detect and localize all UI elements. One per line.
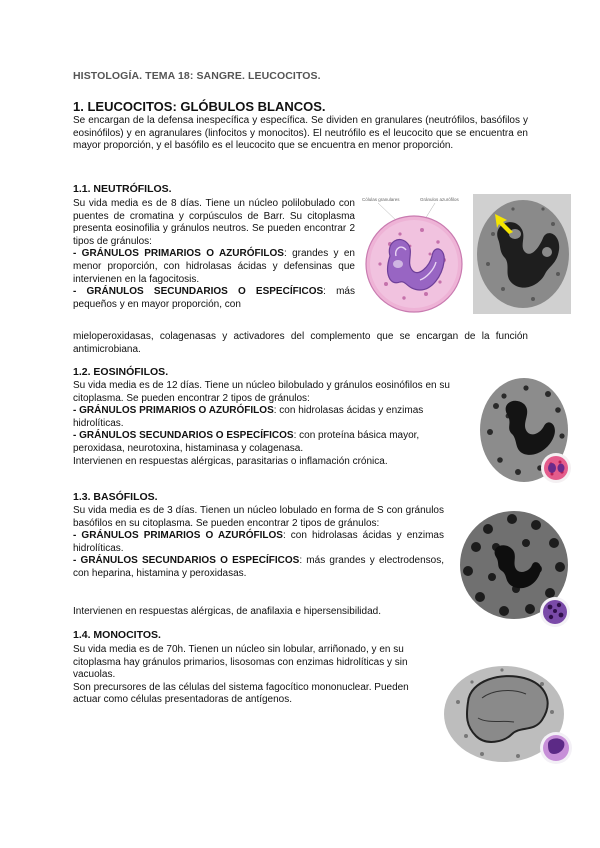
monocitos-body: [73, 644, 435, 707]
section-heading-monocitos: 1.4. MONOCITOS.: [73, 629, 161, 641]
neutrophil-diagram: [360, 194, 468, 318]
section-heading-basofilos: 1.3. BASÓFILOS.: [73, 491, 158, 503]
eosinofilos-text: Su vida media es de 12 días. Tiene un núcleo bilobulado y gránulos eosinófilos en su citoplasma. Se pueden encontrar 2 tipos de gránulos:: [73, 380, 450, 404]
neutrofilos-body: [73, 198, 355, 311]
diagram-label-azurofilos: Gránulos azurófilos: [420, 197, 459, 202]
basofilos-closing: Intervienen en respuestas alérgicas, de anafilaxia e hipersensibilidad.: [73, 606, 381, 617]
leucocitos-intro: Se encargan de la defensa inespecífica y específica. Se dividen en granulares (neutrófilos, basófilos y eosinófilos) y en agranulares (linfocitos y monocitos). El neutrófilo es el leucocito que se encuentra en mayor proporción, y el basófilo es el leucocito que se encuentra en menor proporción.: [73, 115, 528, 152]
basophil-micrograph: [456, 507, 573, 631]
neutrofilos-prim-label: - GRÁNULOS PRIMARIOS O AZURÓFILOS: [73, 248, 284, 260]
eosinofilos-sec-text: : con proteína básica mayor, peroxidasa, neurotoxina, histaminasa y colagenasa.: [73, 430, 420, 454]
basofilos-body: [73, 505, 444, 581]
basofilos-sec-text: : más grandes y electrodensos, con heparina, histamina y peroxidasas.: [73, 555, 444, 579]
basofilos-prim-label: - GRÁNULOS PRIMARIOS O AZURÓFILOS: [73, 530, 283, 542]
eosinophil-micrograph: [478, 376, 572, 488]
monocitos-text: Su vida media es de 70h. Tienen un núcleo sin lobular, arriñonado, y en su citoplasma hay gránulos primarios, lisosomas con enzimas hidrolíticas y sin vacuolas.: [73, 644, 408, 681]
basofilos-sec-label: - GRÁNULOS SECUNDARIOS O ESPECÍFICOS: [73, 555, 300, 567]
eosinofilos-sec-label: - GRÁNULOS SECUNDARIOS O ESPECÍFICOS: [73, 430, 294, 442]
section-heading-eosinofilos: 1.2. EOSINÓFILOS.: [73, 366, 169, 378]
document-header: HISTOLOGÍA. TEMA 18: SANGRE. LEUCOCITOS.: [73, 70, 321, 82]
neutrofilos-prim-text: : grandes y en menor proporción, con hidrolasas ácidas y defensinas que intervienen en la fagocitosis.: [73, 248, 355, 285]
monocyte-micrograph: [442, 662, 574, 768]
eosinofilos-prim-label: - GRÁNULOS PRIMARIOS O AZURÓFILOS: [73, 405, 274, 417]
basofilos-text: Su vida media es de 3 días. Tienen un núcleo lobulado en forma de S con gránulos basófilos en su citoplasma. Se pueden encontrar 2 tipos de gránulos:: [73, 505, 444, 529]
neutrophil-micrograph: [473, 194, 571, 314]
monocitos-text2: Son precursores de las células del sistema fagocítico mononuclear. Pueden actuar como células presentadoras de antígenos.: [73, 681, 409, 706]
eosinofilos-closing: Intervienen en respuestas alérgicas, parasitarias o inflamación crónica.: [73, 455, 388, 467]
neutrofilos-sec-text-a: : más pequeños y en mayor proporción, con: [73, 286, 355, 310]
section-heading-neutrofilos: 1.1. NEUTRÓFILOS.: [73, 183, 172, 195]
neutrofilos-text: Su vida media es de 8 días. Tiene un núcleo polilobulado con puentes de cromatina y corpúsculos de Barr. Su citoplasma presenta eosinofilia y gránulos neutros. Se pueden encontrar 2 tipos de gránulos:: [73, 198, 355, 247]
neutrofilos-sec-text-b: mieloperoxidasas, colagenasas y activadores del complemento que se encargan de la función antimicrobiana.: [73, 331, 528, 355]
neutrofilos-sec-label: - GRÁNULOS SECUNDARIOS O ESPECÍFICOS: [73, 286, 324, 298]
section-heading-leucocitos: 1. LEUCOCITOS: GLÓBULOS BLANCOS.: [73, 99, 326, 114]
eosinofilos-prim-text: : con hidrolasas ácidas y enzimas hidrolíticas.: [73, 405, 424, 429]
basofilos-prim-text: : con hidrolasas ácidas y enzimas hidrolíticas.: [73, 530, 444, 554]
diagram-label-granular: Cólulas granulares: [362, 197, 400, 202]
eosinofilos-body: [73, 380, 469, 468]
